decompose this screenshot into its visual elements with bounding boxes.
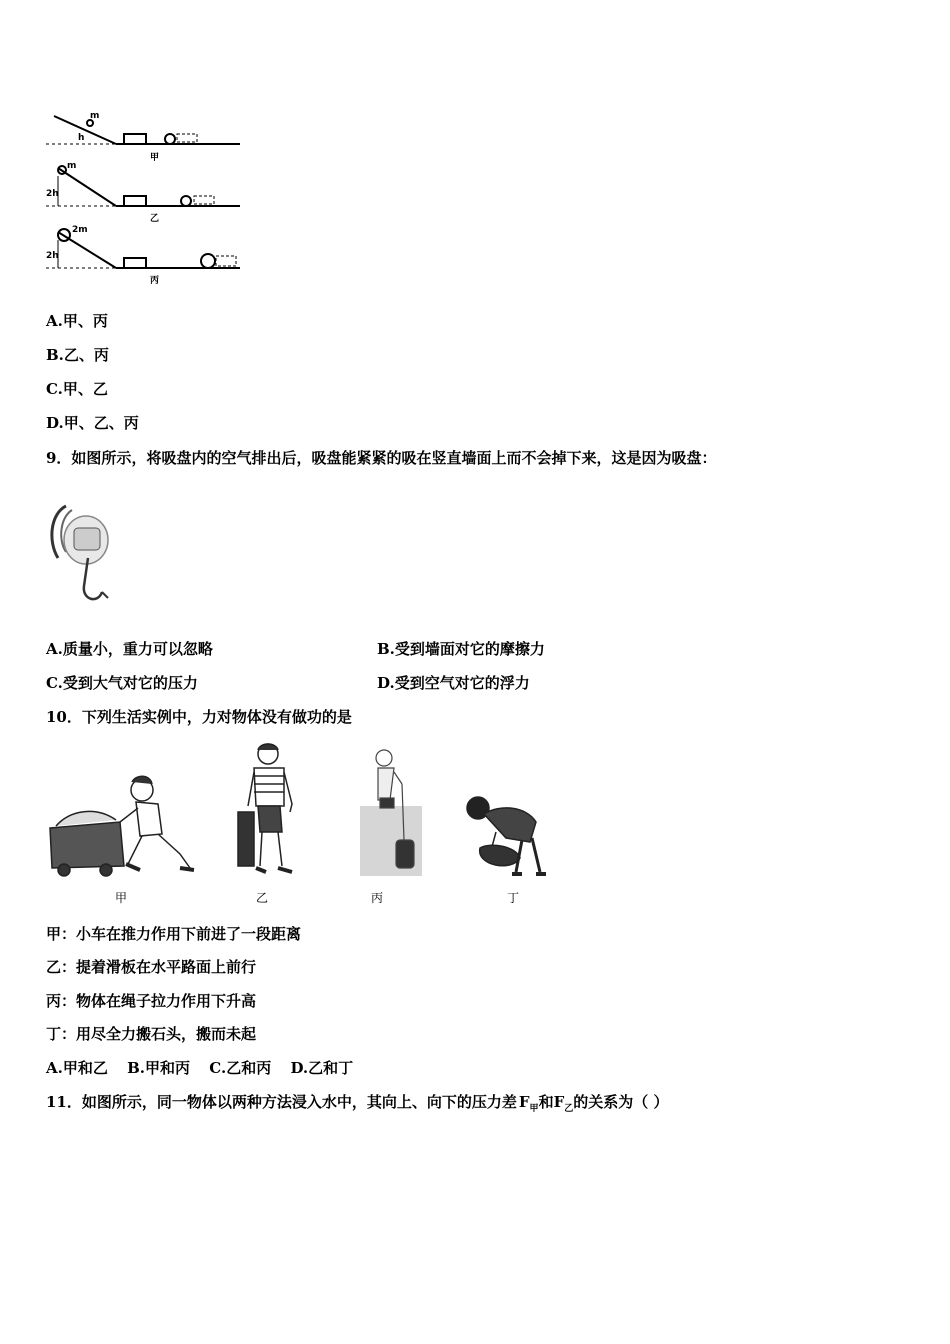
boy-carrying-board-image (234, 742, 298, 878)
woman-lifting-stone-image (456, 792, 546, 878)
q10-statement-yi: 乙：提着滑板在水平路面上前行 (46, 958, 257, 976)
q8-height-label-2: 2h (46, 189, 59, 199)
q8-caption-3: 丙 (150, 276, 160, 286)
q8-caption-2: 乙 (150, 214, 160, 224)
q9-stem: 9．如图所示，将吸盘内的空气排出后，吸盘能紧紧的吸在竖直墙面上而不会掉下来，这是因为吸盘： (46, 449, 717, 467)
q9-option-b: B.受到墙面对它的摩擦力 (377, 640, 545, 658)
q10-option-d: D.乙和丁 (290, 1059, 354, 1077)
q8-caption-1: 甲 (150, 153, 160, 163)
q8-height-label-1: h (78, 133, 85, 143)
q9-option-a: A.质量小，重力可以忽略 (46, 640, 213, 658)
q8-option-c: C.甲、乙 (46, 380, 108, 398)
q10-stem: 10．下列生活实例中，力对物体没有做功的是 (46, 708, 352, 726)
q10-option-b: B.甲和丙 (127, 1059, 191, 1077)
q10-option-c: C.乙和丙 (209, 1059, 272, 1077)
q8-mass-label-2: m (67, 161, 77, 171)
q9-option-d: D.受到空气对它的浮力 (377, 674, 530, 692)
q10-caption-bing: 丙 (370, 891, 383, 905)
q11-stem: 11．如图所示，同一物体以两种方法浸入水中，其向上、向下的压力差 $F_甲$和$F_乙$的关系为（ ） (46, 1093, 669, 1114)
q10-option-a: A.甲和乙 (46, 1059, 108, 1077)
q8-mass-label-1: m (90, 111, 100, 121)
q10-options-row (46, 1058, 353, 1078)
q10-statement-ding: 丁：用尽全力搬石头，搬而未起 (46, 1025, 257, 1043)
q10-caption-jia: 甲 (114, 891, 127, 905)
q8-slope-diagram (44, 108, 246, 288)
q10-statement-bing: 丙：物体在绳子拉力作用下升高 (46, 992, 257, 1010)
suction-cup-hook-image (44, 500, 118, 610)
q8-mass-label-3: 2m (72, 225, 88, 235)
person-lifting-with-rope-image (354, 744, 426, 878)
boy-pushing-cart-image (46, 770, 196, 878)
q8-option-b: B.乙、丙 (46, 346, 109, 364)
q9-option-c: C.受到大气对它的压力 (46, 674, 198, 692)
q8-option-a: A.甲、丙 (46, 312, 108, 330)
q8-height-label-3: 2h (46, 251, 59, 261)
q10-caption-yi: 乙 (255, 891, 268, 905)
q10-statement-jia: 甲：小车在推力作用下前进了一段距离 (46, 925, 302, 943)
q10-caption-ding: 丁 (506, 891, 519, 905)
q8-option-d: D.甲、乙、丙 (46, 414, 139, 432)
